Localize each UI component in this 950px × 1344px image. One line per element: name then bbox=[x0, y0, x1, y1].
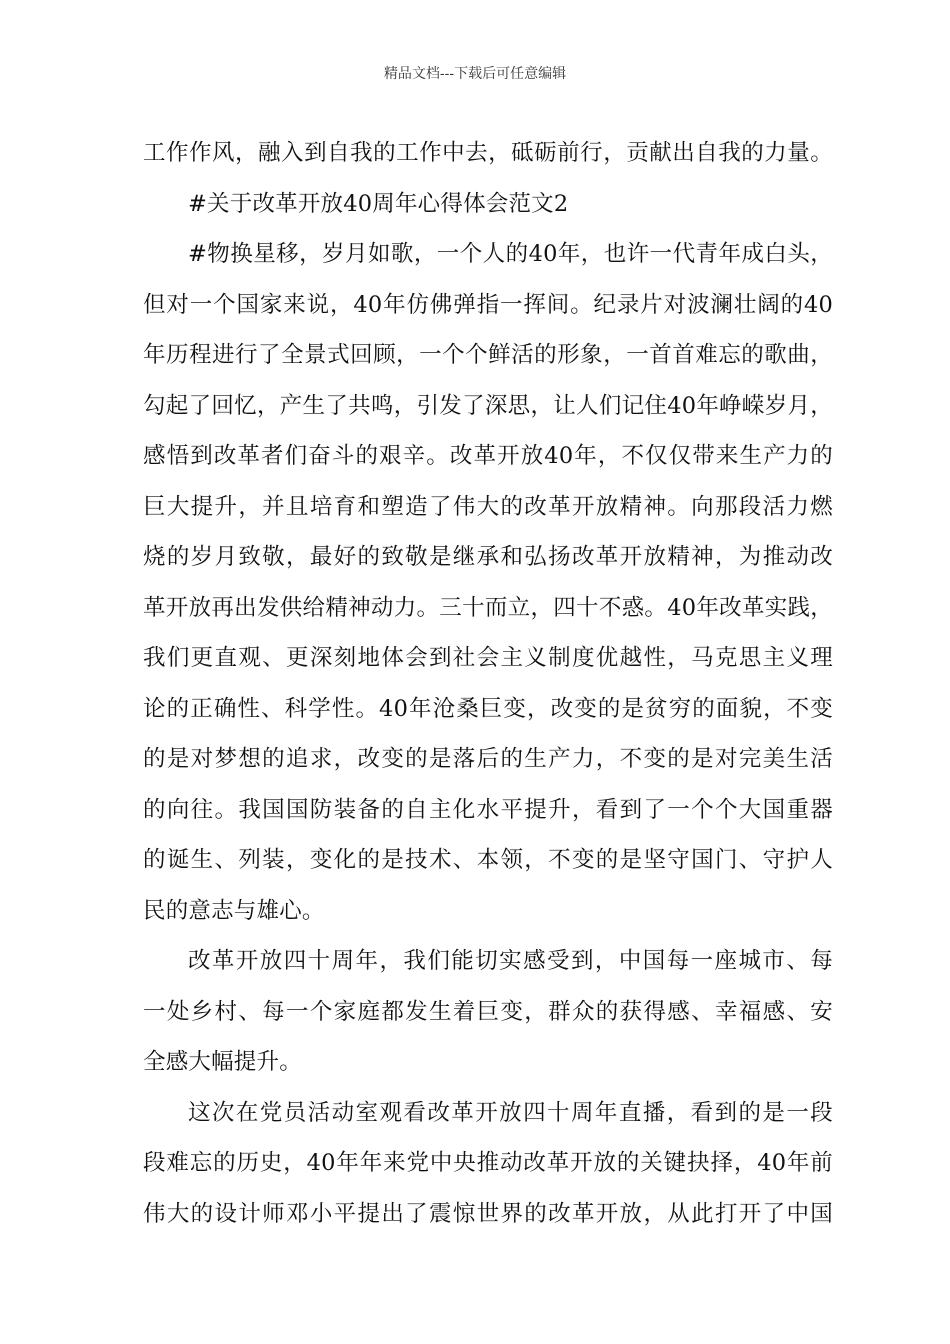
body-line: 的诞生、列装，变化的是技术、本领，不变的是坚守国门、守护人 bbox=[143, 847, 833, 873]
section-heading: #关于改革开放40周年心得体会范文2 bbox=[188, 190, 569, 217]
body-line: 伟大的设计师邓小平提出了震惊世界的改革开放，从此打开了中国 bbox=[143, 1200, 833, 1227]
body-line: 段难忘的历史，40年年来党中央推动改革开放的关键抉择，40年前 bbox=[143, 1150, 833, 1176]
body-line: 但对一个国家来说，40年仿佛弹指一挥间。纪录片对波澜壮阔的40 bbox=[143, 291, 833, 318]
body-line: 的是对梦想的追求，改变的是落后的生产力，不变的是对完美生活 bbox=[143, 746, 833, 772]
body-line: 烧的岁月致敬，最好的致敬是继承和弘扬改革开放精神，为推动改 bbox=[143, 544, 833, 570]
body-line: 的向往。我国国防装备的自主化水平提升，看到了一个个大国重器 bbox=[143, 796, 833, 823]
body-line: 这次在党员活动室观看改革开放四十周年直播，看到的是一段 bbox=[188, 1099, 833, 1126]
body-line: #物换星移，岁月如歌，一个人的40年，也许一代青年成白头， bbox=[188, 241, 833, 267]
body-line: 年历程进行了全景式回顾，一个个鲜活的形象，一首首难忘的歌曲， bbox=[143, 342, 833, 368]
body-line: 工作作风，融入到自我的工作中去，砥砺前行，贡献出自我的力量。 bbox=[143, 140, 833, 166]
body-line: 革开放再出发供给精神动力。三十而立，四十不惑。40年改革实践， bbox=[143, 594, 833, 621]
page-header: 精品文档---下载后可任意编辑 bbox=[383, 66, 567, 82]
document-body bbox=[143, 128, 833, 1239]
body-line: 巨大提升，并且培育和塑造了伟大的改革开放精神。向那段活力燃 bbox=[143, 493, 833, 520]
body-line: 全感大幅提升。 bbox=[143, 1049, 302, 1075]
body-line: 感悟到改革者们奋斗的艰辛。改革开放40年，不仅仅带来生产力的 bbox=[143, 443, 833, 469]
body-line: 民的意志与雄心。 bbox=[143, 897, 325, 924]
body-line: 勾起了回忆，产生了共鸣，引发了深思，让人们记住40年峥嵘岁月， bbox=[143, 392, 833, 419]
body-line: 一处乡村、每一个家庭都发生着巨变，群众的获得感、幸福感、安 bbox=[143, 998, 833, 1025]
body-line: 我们更直观、更深刻地体会到社会主义制度优越性，马克思主义理 bbox=[143, 645, 833, 671]
body-line: 论的正确性、科学性。40年沧桑巨变，改变的是贫穷的面貌，不变 bbox=[143, 695, 833, 722]
body-line: 改革开放四十周年，我们能切实感受到，中国每一座城市、每 bbox=[188, 948, 833, 974]
